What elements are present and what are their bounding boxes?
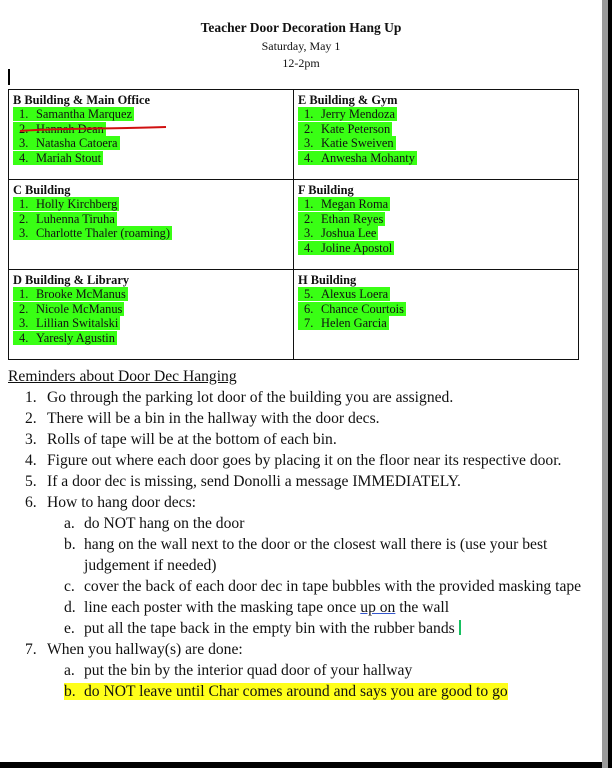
assignee-item: 3. Charlotte Thaler (roaming) (13, 226, 289, 240)
reminder-substep: b. hang on the wall next to the door or the closest wall there is (use your best judgement if needed) (64, 536, 548, 574)
building-cell-e (294, 90, 579, 180)
assignee-item: 3. Joshua Lee (298, 226, 574, 240)
assignee-item: 2. Luhenna Tiruha (13, 212, 289, 226)
building-cell-b (9, 90, 294, 180)
reminders-title: Reminders about Door Dec Hanging (8, 368, 237, 385)
assignee-item: 1. Megan Roma (298, 197, 574, 211)
building-name: D Building & Library (13, 273, 130, 287)
reminder-step: 4. Figure out where each door goes by placing it on the floor near its respective door. (25, 452, 562, 469)
event-time: 12-2pm (282, 56, 320, 70)
text-cursor (8, 69, 10, 85)
building-cell-f (294, 180, 579, 270)
reminder-step: 2. There will be a bin in the hallway with the door decs. (25, 410, 380, 427)
reminder-substep: e. put all the tape back in the empty bin with the rubber bands (8, 618, 593, 639)
event-date: Saturday, May 1 (261, 39, 341, 53)
assignee-item: 1. Brooke McManus (13, 287, 289, 301)
assignee-item: 1. Samantha Marquez (13, 107, 289, 121)
assignee-item: 2. Hannah Dean (13, 122, 289, 136)
reminder-step: 3. Rolls of tape will be at the bottom of each bin. (25, 431, 337, 448)
reminder-substep: a. do NOT hang on the door (64, 515, 245, 532)
assignee-item: 1. Holly Kirchberg (13, 197, 289, 211)
building-name: B Building & Main Office (13, 93, 150, 107)
reminder-substep: c. cover the back of each door dec in tape bubbles with the provided masking tape (64, 578, 582, 595)
assignee-item: 4. Anwesha Mohanty (298, 151, 574, 165)
reminders-section (8, 366, 593, 702)
building-cell-d (9, 270, 294, 360)
assignee-item: 7. Helen Garcia (298, 316, 574, 330)
assignee-item: 4. Joline Apostol (298, 241, 574, 255)
red-strikethrough-mark (19, 126, 167, 134)
assignee-item: 4. Yaresly Agustin (13, 331, 289, 345)
building-cell-h (294, 270, 579, 360)
assignee-item: 3. Lillian Switalski (13, 316, 289, 330)
reminder-step: 1. Go through the parking lot door of the building you are assigned. (25, 389, 454, 406)
document-title: Teacher Door Decoration Hang Up (200, 20, 402, 35)
building-cell-c (9, 180, 294, 270)
assignee-item: 2. Kate Peterson (298, 122, 574, 136)
assignee-item: 2. Nicole McManus (13, 302, 289, 316)
green-cursor-mark (459, 620, 461, 635)
reminder-step: 7. When you hallway(s) are done: (25, 641, 243, 658)
reminder-substep-highlighted: b. do NOT leave until Char comes around and says you are good to go (64, 683, 508, 700)
reminder-substep: a. put the bin by the interior quad door of your hallway (64, 662, 413, 679)
assignee-item: 3. Katie Sweiven (298, 136, 574, 150)
building-name: F Building (298, 183, 354, 197)
reminder-step: 6. How to hang door decs: (25, 494, 196, 511)
assignee-item: 2. Ethan Reyes (298, 212, 574, 226)
building-name: E Building & Gym (298, 93, 398, 107)
assignee-item: 1. Jerry Mendoza (298, 107, 574, 121)
assignee-item: 3. Natasha Catoera (13, 136, 289, 150)
assignee-item: 4. Mariah Stout (13, 151, 289, 165)
reminder-substep: d. line each poster with the masking tape once up on the wall (64, 599, 450, 616)
assignee-item: 6. Chance Courtois (298, 302, 574, 316)
reminder-step: 5. If a door dec is missing, send Donolli a message IMMEDIATELY. (25, 473, 461, 490)
building-name: C Building (13, 183, 71, 197)
assignee-item: 5. Alexus Loera (298, 287, 574, 301)
page-edge (602, 0, 608, 768)
building-name: H Building (298, 273, 357, 287)
